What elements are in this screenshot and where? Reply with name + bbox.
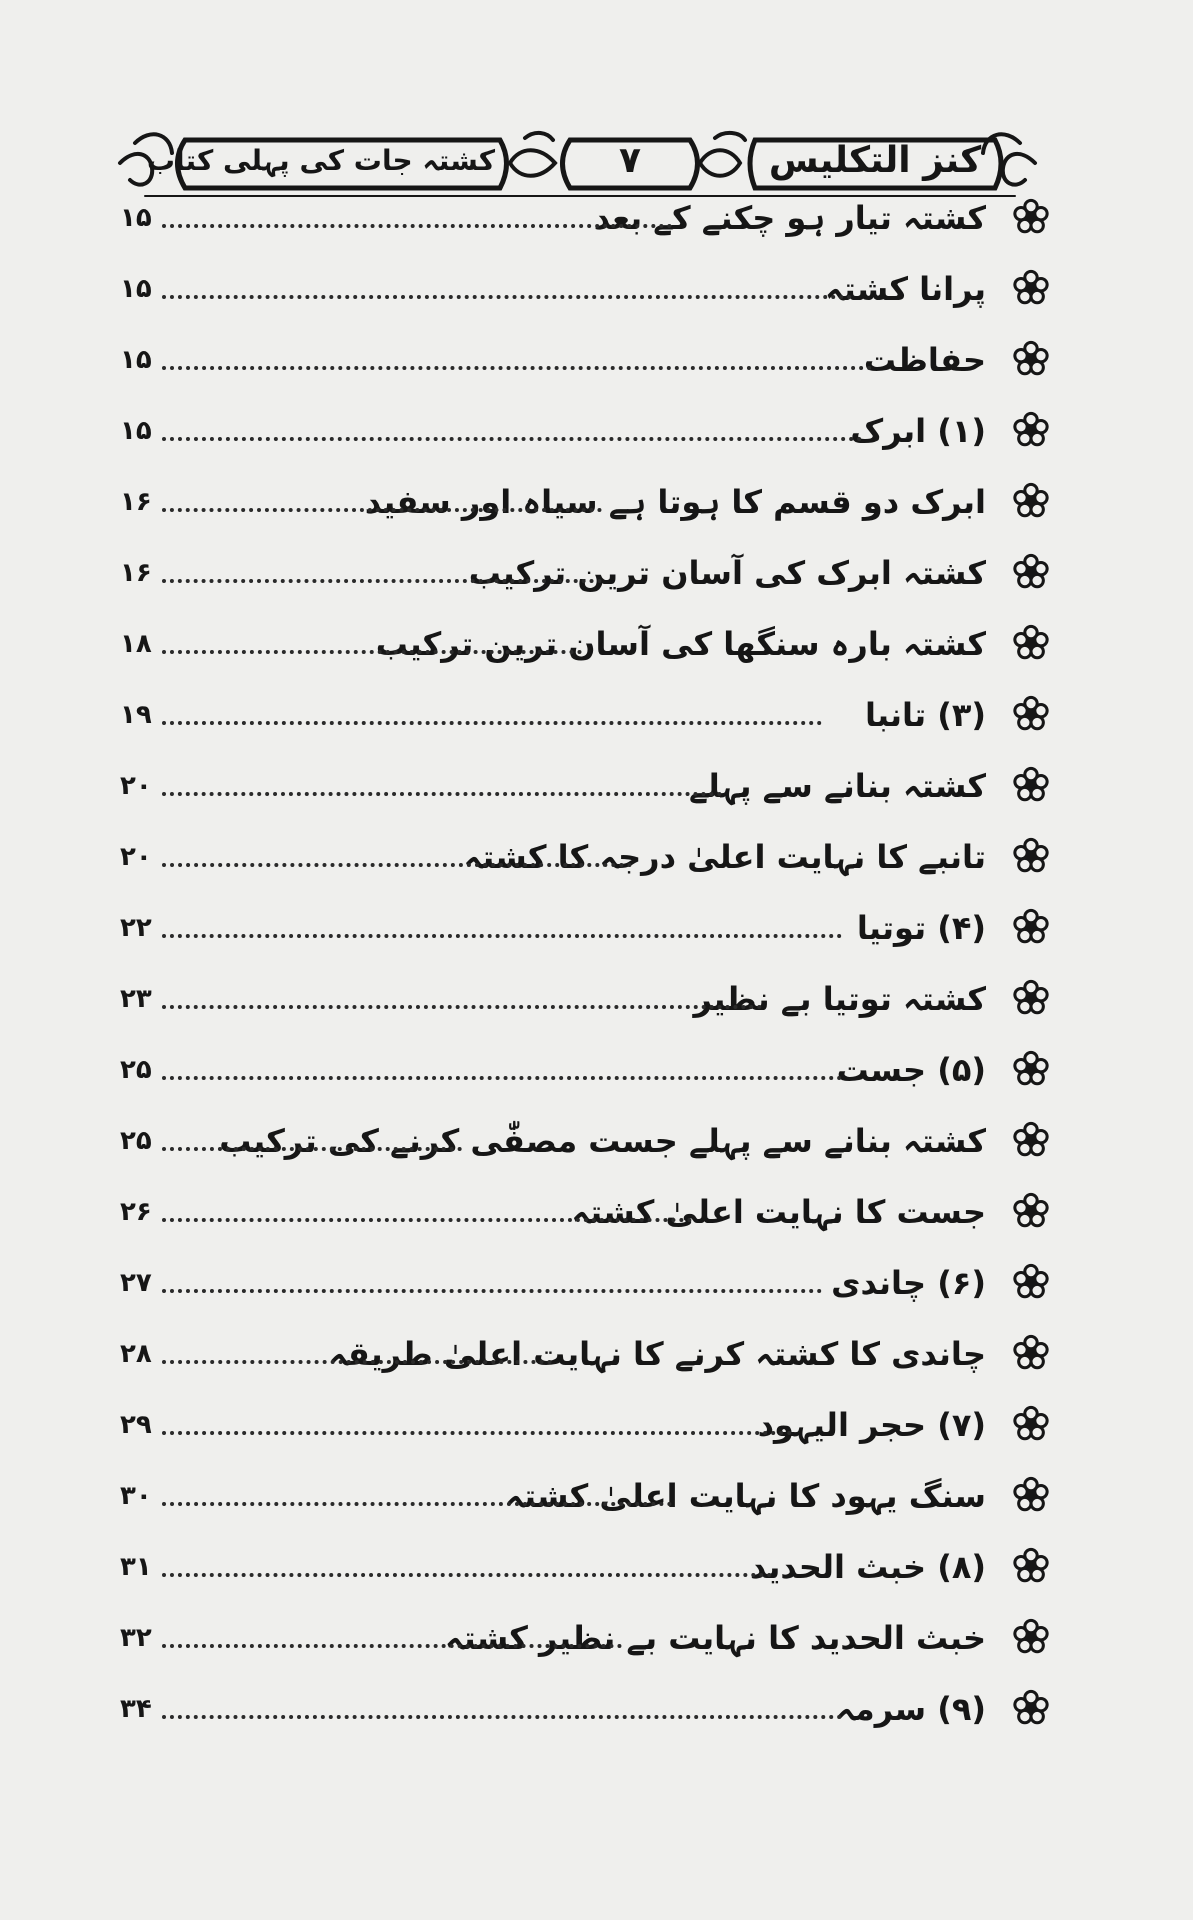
flower-bullet-icon	[1012, 1405, 1050, 1443]
toc-entry-title: کشتہ تیار ہو چکنے کے بعد	[593, 199, 986, 237]
book-subtitle: کشتہ جات کی پہلی کتاب	[146, 144, 495, 177]
toc-entry	[120, 403, 1050, 463]
flower-bullet-icon	[1012, 766, 1050, 804]
flower-bullet-icon	[1012, 340, 1050, 378]
toc-entry-page: ۲۰	[120, 771, 152, 801]
leader-dots	[162, 721, 822, 725]
toc-entry	[120, 758, 1050, 818]
flower-bullet-icon	[1012, 198, 1050, 236]
flower-bullet-icon	[1012, 1050, 1050, 1088]
toc-entry-page: ۲۷	[120, 1268, 152, 1298]
toc-entry-page: ۲۹	[120, 1410, 152, 1440]
leader-dots	[162, 1573, 772, 1577]
flower-bullet-icon	[1012, 695, 1050, 733]
leader-dots	[162, 1076, 842, 1080]
toc-entry	[120, 1113, 1050, 1173]
leader-dots	[162, 1715, 842, 1719]
scroll-ornament-icon	[1003, 154, 1035, 185]
toc-entry	[120, 900, 1050, 960]
toc-entry	[120, 1255, 1050, 1315]
toc-entry-title: (۱) ابرک	[850, 412, 986, 450]
toc-entry	[120, 1326, 1050, 1386]
leader-dots	[162, 792, 722, 796]
toc-entry-title: (۳) تانبا	[864, 696, 986, 734]
flower-bullet-icon	[1012, 1192, 1050, 1230]
toc-entry-page: ۲۳	[120, 984, 152, 1014]
flower-bullet-icon	[1012, 482, 1050, 520]
leader-dots	[162, 650, 582, 654]
toc-entry-title: حفاظت	[863, 341, 986, 379]
leader-dots	[162, 366, 872, 370]
toc-entry-title: سنگ یہود کا نہایت اعلیٰ کشتہ	[505, 1477, 986, 1515]
flower-bullet-icon	[1012, 1547, 1050, 1585]
toc-entry-page: ۲۰	[120, 842, 152, 872]
toc-entry-page: ۱۸	[120, 629, 152, 659]
toc-entry	[120, 616, 1050, 676]
toc-entry-page: ۳۲	[120, 1623, 152, 1653]
flower-bullet-icon	[1012, 1334, 1050, 1372]
flower-bullet-icon	[1012, 553, 1050, 591]
toc-entry-title: (۶) چاندی	[831, 1264, 986, 1302]
toc-entry	[120, 971, 1050, 1031]
toc-entry	[120, 332, 1050, 392]
toc-entry-title: خبث الحدید کا نہایت بے نظیر کشتہ	[444, 1619, 986, 1657]
toc-entry	[120, 261, 1050, 321]
toc-entry-title: ابرک دو قسم کا ہوتا ہے سیاہ اور سفید	[364, 483, 986, 521]
toc-entry-page: ۱۵	[120, 345, 152, 375]
leader-dots	[162, 1502, 672, 1506]
toc-entry-page: ۳۱	[120, 1552, 152, 1582]
flower-bullet-icon	[1012, 1476, 1050, 1514]
toc-entry-title: کشتہ بنانے سے پہلے جست مصفّٰی کرنے کی ترکیب	[219, 1122, 986, 1160]
toc-entry-page: ۲۵	[120, 1126, 152, 1156]
toc-entry-title: تانبے کا نہایت اعلیٰ درجہ کا کشتہ	[463, 838, 986, 876]
toc-entry-title: کشتہ توتیا بے نظیر	[693, 980, 986, 1018]
toc-entry-title: (۵) جست	[836, 1051, 986, 1089]
flower-bullet-icon	[1012, 979, 1050, 1017]
leader-dots	[162, 863, 632, 867]
toc-entry	[120, 545, 1050, 605]
leader-dots	[162, 1289, 822, 1293]
leader-dots	[162, 224, 672, 228]
toc-entry-title: کشتہ بارہ سنگھا کی آسان ترین ترکیب	[375, 625, 986, 663]
toc-entry-title: (۴) توتیا	[856, 909, 986, 947]
toc-entry-page: ۲۶	[120, 1197, 152, 1227]
flower-bullet-icon	[1012, 624, 1050, 662]
toc-entry-title: پرانا کشتہ	[824, 270, 986, 308]
leader-dots	[162, 1147, 462, 1151]
toc-entry-page: ۱۵	[120, 274, 152, 304]
toc-entry	[120, 190, 1050, 250]
toc-entry-page: ۱۶	[120, 487, 152, 517]
leader-dots	[162, 1431, 792, 1435]
leader-dots	[162, 1360, 552, 1364]
toc-entry	[120, 474, 1050, 534]
toc-entry-page: ۱۵	[120, 416, 152, 446]
toc-entry-title: کشتہ بنانے سے پہلے	[688, 767, 986, 805]
toc-entry-title: کشتہ ابرک کی آسان ترین ترکیب	[468, 554, 986, 592]
leader-dots	[162, 1005, 762, 1009]
toc-entry-page: ۱۹	[120, 700, 152, 730]
toc-entry	[120, 1042, 1050, 1102]
toc-entry	[120, 1184, 1050, 1244]
toc-entry	[120, 829, 1050, 889]
flower-bullet-icon	[1012, 1121, 1050, 1159]
toc-entry	[120, 1610, 1050, 1670]
flower-bullet-icon	[1012, 411, 1050, 449]
toc-entry-title: جست کا نہایت اعلیٰ کشتہ	[571, 1193, 986, 1231]
flower-bullet-icon	[1012, 269, 1050, 307]
toc-entry-page: ۲۸	[120, 1339, 152, 1369]
flower-bullet-icon	[1012, 1689, 1050, 1727]
flower-bullet-icon	[1012, 1618, 1050, 1656]
toc-entry	[120, 1468, 1050, 1528]
leader-dots	[162, 295, 852, 299]
flower-bullet-icon	[1012, 837, 1050, 875]
leader-dots	[162, 1644, 622, 1648]
leader-dots	[162, 934, 842, 938]
toc-entry	[120, 1681, 1050, 1741]
toc-entry-page: ۱۵	[120, 203, 152, 233]
toc-entry-page: ۳۰	[120, 1481, 152, 1511]
leader-dots	[162, 1218, 692, 1222]
leader-dots	[162, 437, 862, 441]
toc-entry-title: (۹) سرمہ	[836, 1690, 986, 1728]
toc-entry	[120, 1539, 1050, 1599]
leader-dots	[162, 508, 602, 512]
toc-entry	[120, 687, 1050, 747]
toc-entry-page: ۱۶	[120, 558, 152, 588]
toc-entry-page: ۲۲	[120, 913, 152, 943]
leader-dots	[162, 579, 602, 583]
toc-entry-title: (۷) حجر الیہود	[757, 1406, 986, 1444]
toc-entry-page: ۳۴	[120, 1694, 152, 1724]
flower-bullet-icon	[1012, 1263, 1050, 1301]
toc-entry-page: ۲۵	[120, 1055, 152, 1085]
flower-bullet-icon	[1012, 908, 1050, 946]
page-number: ۷	[619, 140, 641, 181]
toc-entry-title: (۸) خبث الحدید	[749, 1548, 986, 1586]
toc-entry	[120, 1397, 1050, 1457]
toc-entry-title: چاندی کا کشتہ کرنے کا نہایت اعلیٰ طریقہ	[328, 1335, 986, 1373]
book-title: كنز التكليس	[768, 140, 982, 181]
